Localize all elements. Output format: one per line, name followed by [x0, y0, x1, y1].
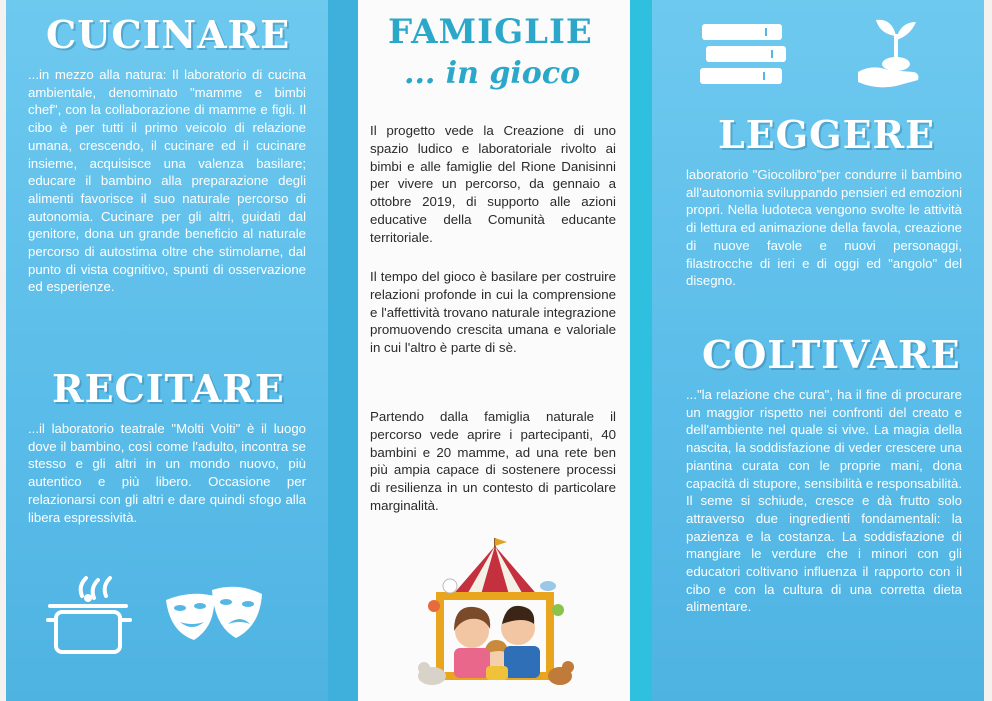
books-icon — [696, 16, 792, 96]
leggere-title: LEGGERE — [718, 112, 936, 157]
recitare-text: ...il laboratorio teatrale "Molti Volti" è il luogo dove il bambino, così come l'adulto, incontra se stesso e gli altri in un mondo nuovo, più autentico e più libero. Occasione per relazionarsi con gli altri e dare quindi sfogo alla libera espressività. — [28, 421, 306, 525]
intro-paragraph-3: Partendo dalla famiglia naturale il percorso vede aprire i partecipanti, 40 bambini e 20 mamme, ad una rete ben più ampia capace di sostenere processi di resilienza in un contesto di particolare marginalità. — [370, 409, 616, 513]
cucinare-text: ...in mezzo alla natura: Il laboratorio di cucina ambientale, denominato "mamme e bimbi chef", con la collaborazione di mamme e figli. Il cibo è per tutti il primo veicolo di relazione umana, crescendo, il cucinare ed il cucinare insieme, acquisisce una valenza basilare; educare il bambino alla preparazione degli alimenti favorisce il suo naturale percorso di autonomia. Cucinare per gli altri, guidati dal genitore, dona un grande beneficio al naturale percorso di autostima oltre che stimolarne, dal punto di vista cognitivo, spunti di osservazione ed esperienze. — [28, 67, 306, 295]
coltivare-text: ..."la relazione che cura", ha il fine di procurare un maggior rispetto nei confronti del creato e dell'ambiente nel quale si vive. La magia della nascita, la soddisfazione di veder crescere una piantina curata con le proprie mani, dona capacità di stupore, sensibilità e responsabilità. Il seme si schiude, cresce e dà frutto solo attraverso due ingredienti fondamentali: la pazienza e la costanza. La soddisfazione di mangiare le verdure che i minori con gli educatori coltivano influenza il rapporto con il cibo e con la cultura di una corretta dieta alimentare. — [686, 387, 962, 615]
middle-panel — [358, 0, 630, 701]
leggere-text: laboratorio "Giocolibro"per condurre il bambino all'autonomia sviluppando pensieri ed emozioni propri. Nella ludoteca vengono svolte le attività di lettura ed animazione della favola, creazione di nuove favole e nuovi personaggi, filastrocche di ieri e di oggi ed "angolo" del disegno. — [686, 167, 962, 289]
left-panel — [6, 0, 328, 701]
cucinare-title: CUCINARE — [46, 12, 291, 57]
fold-strip-right — [630, 0, 652, 701]
family-circus-illustration — [410, 536, 580, 696]
recitare-title: RECITARE — [52, 366, 285, 411]
theater-masks-icon — [158, 580, 268, 670]
right-panel — [652, 0, 984, 701]
in-gioco-subtitle: ... in gioco — [404, 56, 581, 91]
famiglie-title: FAMIGLIE — [388, 12, 593, 52]
fold-strip-left — [328, 0, 358, 701]
intro-paragraph-2: Il tempo del gioco è basilare per costruire relazioni profonde in cui la comprensione e l'affettività trovano naturale integrazione promuovendo crescita umana e valoriale in cui l'altro è parte di sè. — [370, 269, 616, 356]
intro-paragraph-1: Il progetto vede la Creazione di uno spazio ludico e laboratoriale rivolto ai bimbi e alle famiglie del Rione Danisinni per vivere un percorso, da gennaio a ottobre 2019, di supporto alle azioni educative della Comunità educante territoriale. — [370, 123, 616, 245]
coltivare-title: COLTIVARE — [702, 332, 961, 377]
hand-plant-icon — [852, 10, 942, 100]
cooking-pot-icon — [42, 568, 138, 664]
